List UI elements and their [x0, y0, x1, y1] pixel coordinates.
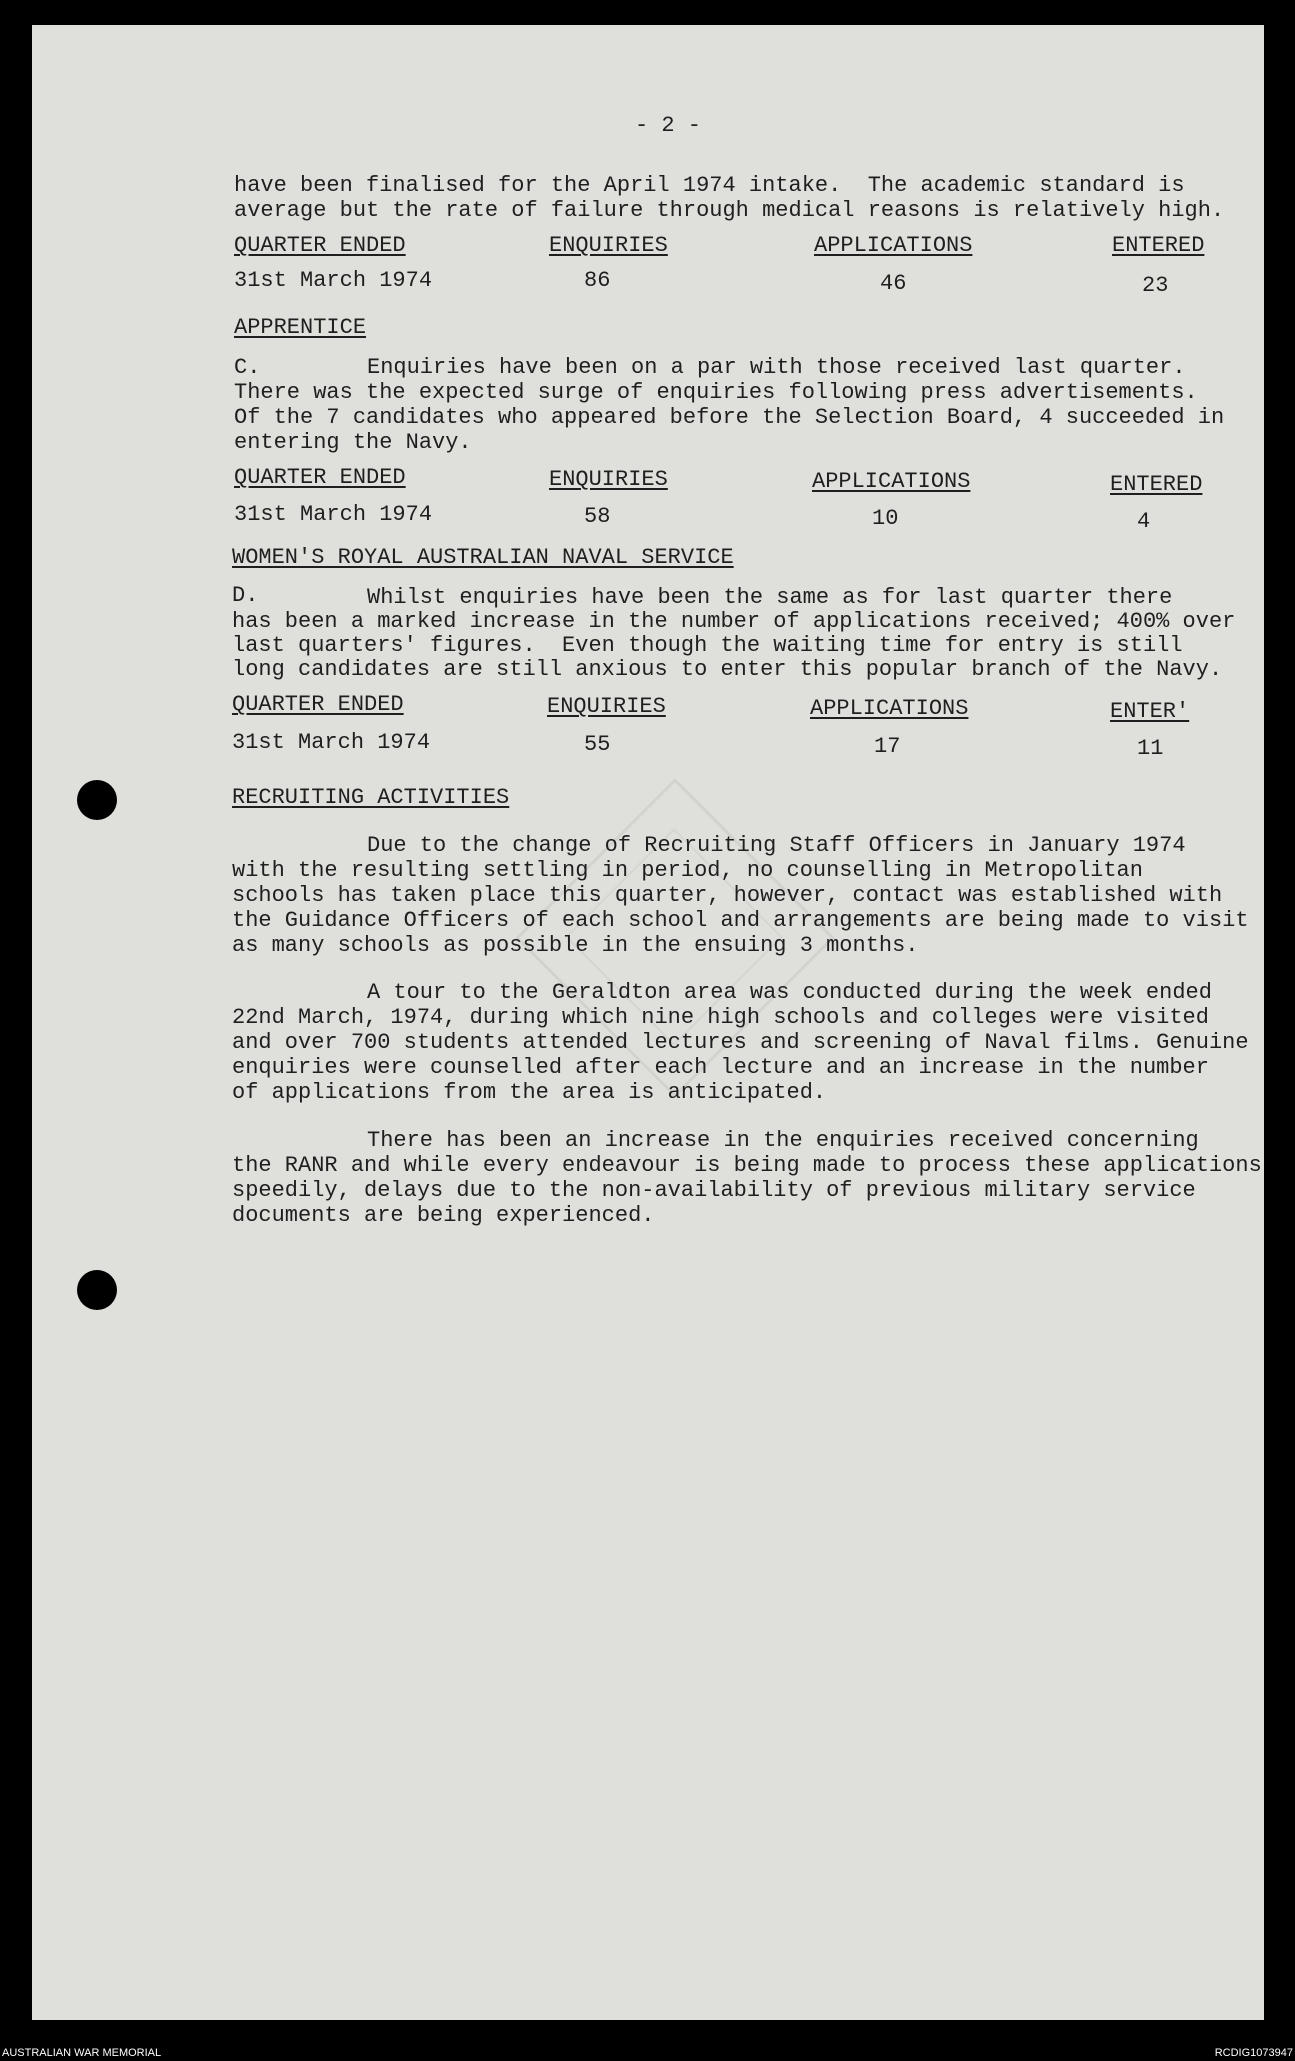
- table-header-applications: APPLICATIONS: [814, 233, 973, 258]
- wrans-line-4: long candidates are still anxious to enter this popular branch of the Navy.: [232, 657, 1223, 682]
- table-header-entered-truncated: ENTER': [1110, 699, 1190, 724]
- table-header-applications: APPLICATIONS: [812, 469, 971, 494]
- table-header-entered: ENTERED: [1110, 472, 1203, 497]
- apprentice-label: C.: [234, 355, 261, 380]
- apprentice-line-4: entering the Navy.: [234, 430, 472, 455]
- recruiting-p1-line-1: Due to the change of Recruiting Staff Officers in January 1974: [367, 833, 1186, 858]
- table-header-enquiries: ENQUIRIES: [549, 467, 668, 492]
- wrans-label: D.: [232, 583, 259, 608]
- table-cell-enquiries: 58: [584, 504, 611, 529]
- recruiting-p3-line-2: the RANR and while every endeavour is being made to process these applications: [232, 1153, 1262, 1178]
- table-cell-applications: 46: [880, 271, 907, 296]
- table-cell-applications: 10: [872, 506, 899, 531]
- recruiting-p3-line-3: speedily, delays due to the non-availability of previous military service: [232, 1178, 1196, 1203]
- wrans-line-3: last quarters' figures. Even though the waiting time for entry is still: [232, 633, 1183, 658]
- table-cell-quarter: 31st March 1974: [234, 268, 433, 293]
- recruiting-p1-line-5: as many schools as possible in the ensuing 3 months.: [232, 933, 919, 958]
- table-cell-applications: 17: [874, 734, 901, 759]
- table-cell-quarter: 31st March 1974: [234, 502, 433, 527]
- wrans-line-1: Whilst enquiries have been the same as for last quarter there: [367, 585, 1173, 610]
- table-header-enquiries: ENQUIRIES: [549, 233, 668, 258]
- table-header-quarter: QUARTER ENDED: [232, 692, 404, 717]
- recruiting-p1-line-2: with the resulting settling in period, no counselling in Metropolitan: [232, 858, 1143, 883]
- table-header-enquiries: ENQUIRIES: [547, 694, 666, 719]
- table-cell-entered: 23: [1142, 273, 1169, 298]
- apprentice-heading: APPRENTICE: [234, 315, 367, 340]
- document-page: [32, 25, 1264, 2020]
- apprentice-line-2: There was the expected surge of enquiries following press advertisements.: [234, 380, 1198, 405]
- table-header-entered: ENTERED: [1112, 233, 1205, 258]
- footer-record-id: RCDIG1073947: [1214, 2047, 1293, 2059]
- apprentice-line-3: Of the 7 candidates who appeared before the Selection Board, 4 succeeded in: [234, 405, 1225, 430]
- recruiting-heading: RECRUITING ACTIVITIES: [232, 785, 510, 810]
- table-cell-entered: 4: [1137, 509, 1151, 534]
- recruiting-p2-line-3: and over 700 students attended lectures and screening of Naval films. Genuine: [232, 1030, 1249, 1055]
- table-cell-enquiries: 55: [584, 732, 611, 757]
- intro-line-1: have been finalised for the April 1974 intake. The academic standard is: [234, 173, 1185, 198]
- intro-line-2: average but the rate of failure through medical reasons is relatively high.: [234, 198, 1225, 223]
- wrans-line-2: has been a marked increase in the number of applications received; 400% over: [232, 609, 1236, 634]
- recruiting-p3-line-1: There has been an increase in the enquiries received concerning: [367, 1128, 1199, 1153]
- recruiting-p1-line-4: the Guidance Officers of each school and arrangements are being made to visit: [232, 908, 1249, 933]
- table-cell-entered: 11: [1137, 736, 1164, 761]
- wrans-heading: WOMEN'S ROYAL AUSTRALIAN NAVAL SERVICE: [232, 545, 734, 570]
- page-number: - 2 -: [635, 113, 702, 138]
- apprentice-line-1: Enquiries have been on a par with those received last quarter.: [367, 355, 1186, 380]
- table-header-applications: APPLICATIONS: [810, 696, 969, 721]
- table-cell-enquiries: 86: [584, 268, 611, 293]
- footer-archive-name: AUSTRALIAN WAR MEMORIAL: [2, 2047, 162, 2059]
- punch-hole-lower: [77, 1270, 117, 1310]
- recruiting-p2-line-5: of applications from the area is anticipated.: [232, 1080, 827, 1105]
- recruiting-p2-line-1: A tour to the Geraldton area was conducted during the week ended: [367, 980, 1212, 1005]
- table-header-quarter: QUARTER ENDED: [234, 465, 406, 490]
- recruiting-p3-line-4: documents are being experienced.: [232, 1203, 655, 1228]
- table-cell-quarter: 31st March 1974: [232, 730, 431, 755]
- table-header-quarter: QUARTER ENDED: [234, 233, 406, 258]
- recruiting-p2-line-4: enquiries were counselled after each lecture and an increase in the number: [232, 1055, 1209, 1080]
- recruiting-p2-line-2: 22nd March, 1974, during which nine high schools and colleges were visited: [232, 1005, 1209, 1030]
- recruiting-p1-line-3: schools has taken place this quarter, however, contact was established with: [232, 883, 1223, 908]
- punch-hole-upper: [77, 780, 117, 820]
